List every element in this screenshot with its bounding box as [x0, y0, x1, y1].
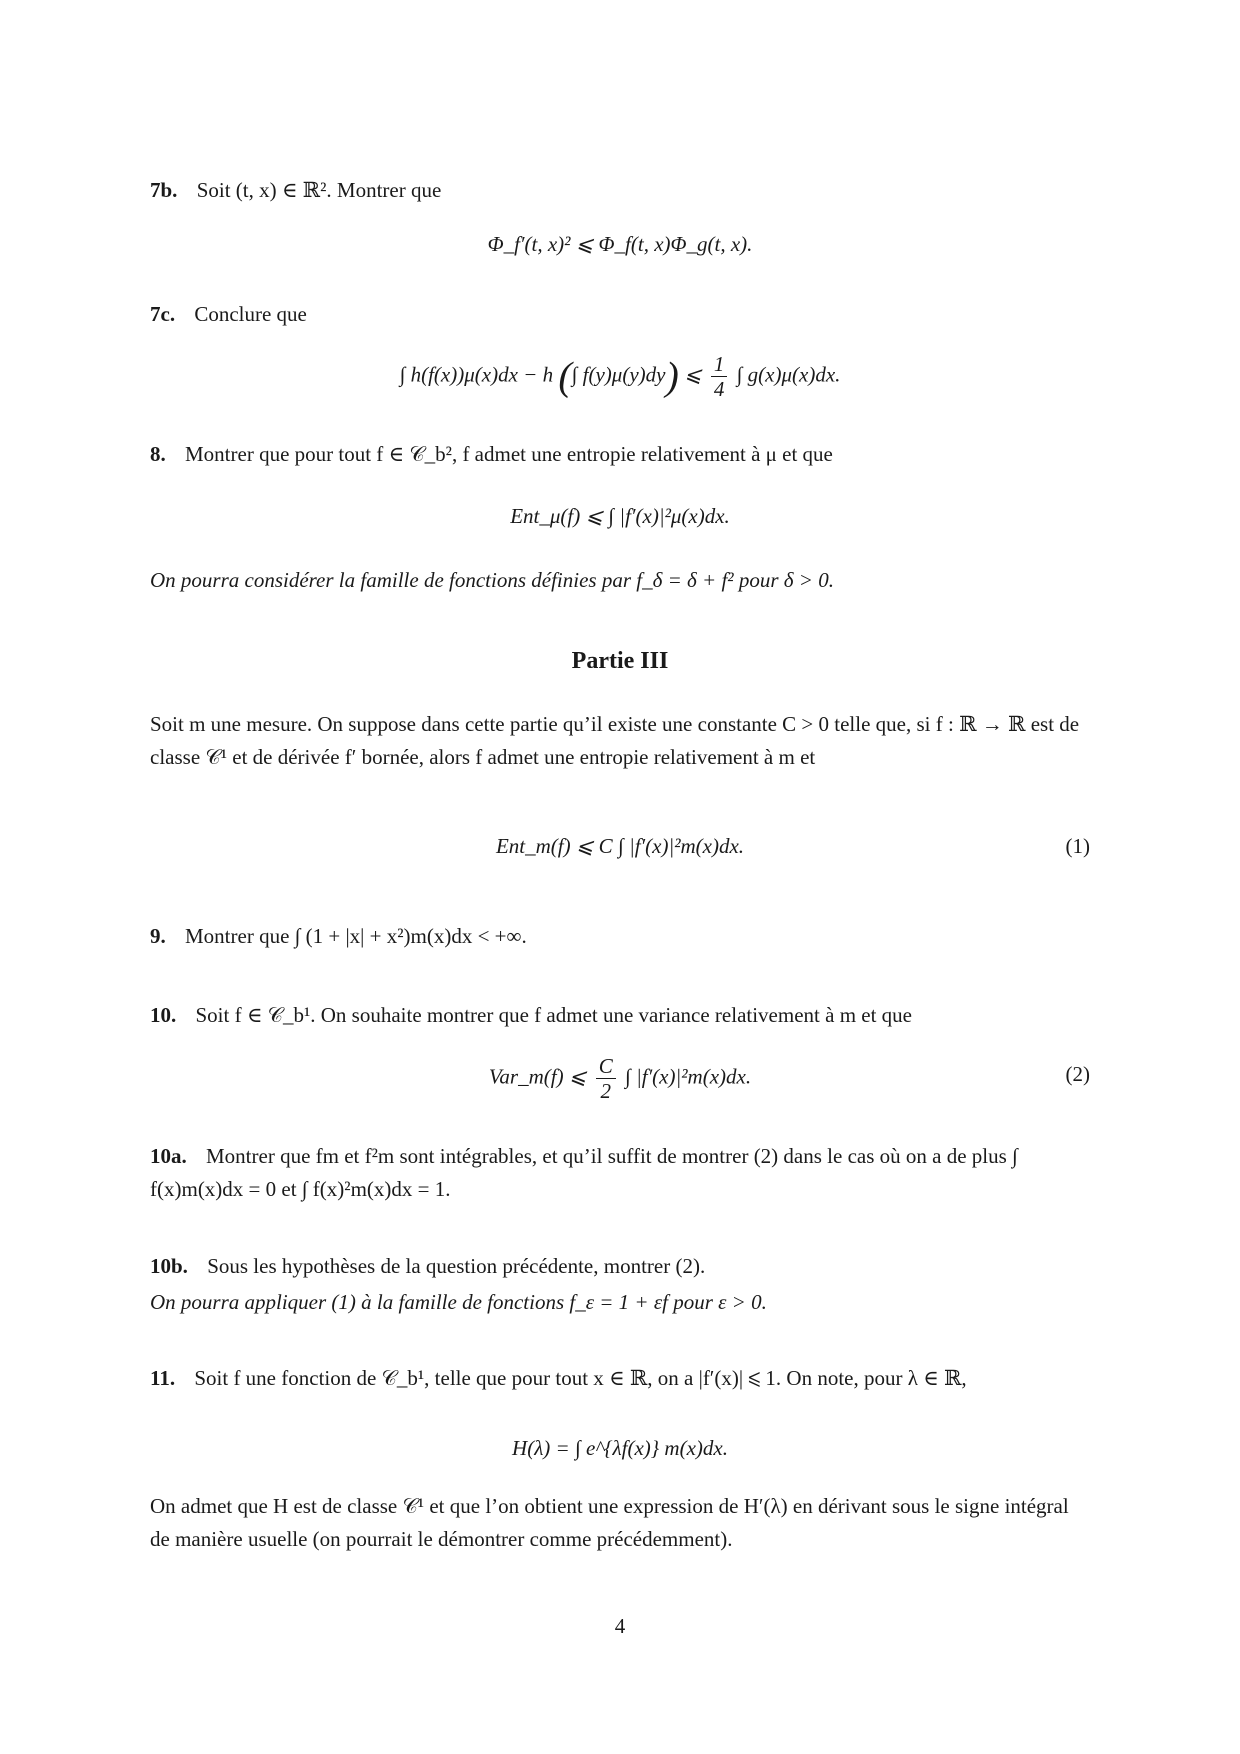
question-10a: [150, 1140, 1090, 1206]
question-10b: [150, 1250, 1090, 1283]
question-9: [150, 920, 1090, 953]
question-label: 10b.: [150, 1254, 188, 1278]
question-text: Soit f une fonction de 𝒞_b¹, telle que pour tout x ∈ ℝ, on a |f′(x)| ⩽ 1. On note, pour λ ∈ ℝ,: [194, 1366, 967, 1390]
question-label: 8.: [150, 442, 166, 466]
equation-2: Var_m(f) ⩽ $\frac{C}{2}$ ∫ |f′(x)|²m(x)dx. (2): [488, 1054, 1090, 1103]
question-11-outro: On admet que H est de classe 𝒞¹ et que l’on obtient une expression de H′(λ) en dérivant sous le signe intégral de manière usuelle (on pourrait le démontrer comme précédemment).: [150, 1494, 1069, 1551]
question-7c: [150, 298, 1090, 331]
fraction: $\frac{1}{4}$: [711, 352, 728, 401]
equation-7b: Φ_f′(t, x)² ⩽ Φ_f(t, x)Φ_g(t, x).: [487, 232, 753, 256]
equation-number: (2): [1065, 1062, 1090, 1086]
question-8: [150, 438, 1090, 471]
question-label: 11.: [150, 1366, 176, 1390]
section-intro: Soit m une mesure. On suppose dans cette partie qu’il existe une constante C > 0 telle que, si f : ℝ → ℝ est de classe 𝒞¹ et de dérivée f′ bornée, alors f admet une entropie relativement à m et: [150, 712, 1080, 769]
equation-11: H(λ) = ∫ e^{λf(x)} m(x)dx.: [512, 1436, 728, 1460]
eq-inner: ∫ f(y)μ(y)dy: [571, 362, 666, 387]
equation-7c: ∫ h(f(x))μ(x)dx − h (∫ f(y)μ(y)dy) ⩽ $\frac{1}{4}$ ∫ g(x)μ(x)dx.: [399, 352, 841, 401]
hint-10b: On pourra appliquer (1) à la famille de fonctions f_ε = 1 + εf pour ε > 0.: [150, 1290, 767, 1314]
section-title: Partie III: [571, 648, 669, 674]
question-label: 7c.: [150, 302, 176, 326]
question-text: Montrer que fm et f²m sont intégrables, et qu’il suffit de montrer (2) dans le cas où on a de plus ∫ f(x)m(x)dx = 0 et ∫ f(x)²m(x)dx = 1.: [150, 1144, 1018, 1201]
question-text: Montrer que pour tout f ∈ 𝒞_b², f admet une entropie relativement à μ et que: [185, 442, 833, 466]
equation-1: Ent_m(f) ⩽ C ∫ |f′(x)|²m(x)dx. (1): [150, 826, 1090, 866]
question-label: 9.: [150, 924, 166, 948]
question-label: 7b.: [150, 178, 178, 202]
question-text: Soit f ∈ 𝒞_b¹. On souhaite montrer que f admet une variance relativement à m et que: [195, 1003, 913, 1027]
question-text: Sous les hypothèses de la question précédente, montrer (2).: [207, 1254, 706, 1278]
equation-8: Ent_μ(f) ⩽ ∫ |f′(x)|²μ(x)dx.: [510, 504, 730, 528]
equation-number: (1): [1065, 834, 1090, 858]
eq-left: ∫ h(f(x))μ(x)dx − h: [399, 362, 554, 387]
question-10: [150, 999, 1090, 1032]
question-label: 10.: [150, 1003, 177, 1027]
question-text: Soit (t, x) ∈ ℝ². Montrer que: [196, 178, 442, 202]
question-text: Montrer que ∫ (1 + |x| + x²)m(x)dx < +∞.: [185, 924, 527, 948]
question-text: Conclure que: [194, 302, 307, 326]
question-label: 10a.: [150, 1144, 187, 1168]
question-11: [150, 1362, 1090, 1395]
question-7b: [150, 174, 1090, 207]
hint-8: On pourra considérer la famille de fonctions définies par f_δ = δ + f² pour δ > 0.: [150, 568, 834, 592]
page-number: 4: [614, 1614, 626, 1638]
fraction: $\frac{C}{2}$: [596, 1054, 616, 1103]
eq-right: ∫ g(x)μ(x)dx.: [736, 362, 841, 387]
